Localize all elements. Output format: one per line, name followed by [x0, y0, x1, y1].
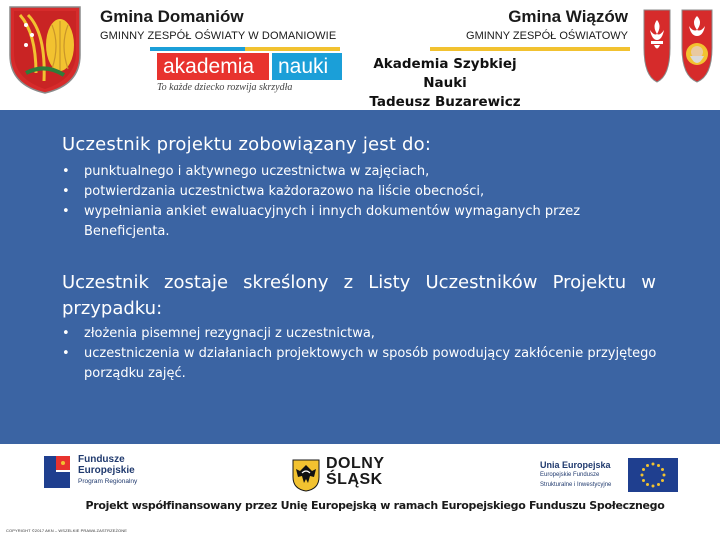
organizer-owner: Tadeusz Buzarewicz — [369, 94, 521, 110]
list-item: • złożenia pisemnej rezygnacji z uczestnictwa, — [62, 324, 662, 344]
gmina-domaniow-title: Gmina Domaniów — [100, 7, 244, 26]
list-item: • wypełniania ankiet ewaluacyjnych i innych dokumentów wymaganych przez Beneficjenta. — [62, 202, 662, 242]
removal-heading: Uczestnik zostaje skreślony z Listy Uczestników Projektu w przypadku: — [62, 272, 656, 319]
logo-slogan: To każde dziecko rozwija skrzydła — [157, 82, 293, 93]
ue-line2: Europejskie Fundusze — [540, 472, 600, 478]
fe-line1: Fundusze — [78, 454, 125, 465]
list-item: • punktualnego i aktywnego uczestnictwa w zajęciach, — [62, 162, 662, 182]
footer — [0, 444, 720, 540]
eu-flag-icon — [628, 458, 678, 492]
organizer-name: Akademia Szybkiej Nauki — [373, 56, 517, 91]
akademia-nauki-logo — [157, 53, 343, 97]
ue-line1: Unia Europejska — [540, 460, 611, 470]
gmina-wiazow-crest-icon — [642, 8, 672, 84]
fe-line3: Program Regionalny — [78, 478, 138, 485]
ds-line1: DOLNY — [326, 455, 385, 472]
header — [0, 0, 720, 110]
removal-reasons-list — [62, 324, 662, 384]
header-divider-right — [430, 47, 630, 51]
content-panel — [0, 110, 720, 444]
ue-line3: Strukturalne i Inwestycyjne — [540, 482, 612, 488]
dolny-slask-eagle-icon — [292, 459, 320, 492]
copyright-note: COPYRIGHT ©2017 AKN – WSZELKIE PRAWA ZASTRZEŻONE — [6, 528, 127, 533]
gmina-wiazow-title: Gmina Wiązów — [508, 7, 628, 26]
gmina-domaniow-crest-icon — [6, 3, 84, 95]
wiazow-saint-crest-icon — [680, 8, 714, 84]
logo-word-akademia: akademia — [157, 53, 269, 80]
list-item: • potwierdzania uczestnictwa każdorazowo na liście obecności, — [62, 182, 662, 202]
obligations-heading: Uczestnik projektu zobowiązany jest do: — [62, 134, 432, 155]
header-divider-left — [150, 47, 340, 51]
gzo-wiazow-subtitle: GMINNY ZESPÓŁ OŚWIATOWY — [466, 30, 628, 42]
logo-word-nauki: nauki — [272, 53, 342, 80]
ds-line2: ŚLĄSK — [326, 471, 383, 488]
obligations-list — [62, 162, 662, 242]
unia-europejska-text — [540, 460, 611, 490]
organizer-title — [350, 55, 540, 112]
gzo-domaniow-subtitle: GMINNY ZESPÓŁ OŚWIATY W DOMANIOWIE — [100, 30, 337, 42]
dolny-slask-text — [326, 456, 385, 488]
list-item: • uczestniczenia w działaniach projektowych w sposób powodujący zakłócenie przyjętego porządku zajęć. — [62, 344, 662, 384]
fundusze-europejskie-text — [78, 454, 137, 487]
fe-line2: Europejskie — [78, 465, 135, 476]
cofinancing-note: Projekt współfinansowany przez Unię Europejską w ramach Europejskiego Funduszu Społecznego — [85, 499, 665, 512]
